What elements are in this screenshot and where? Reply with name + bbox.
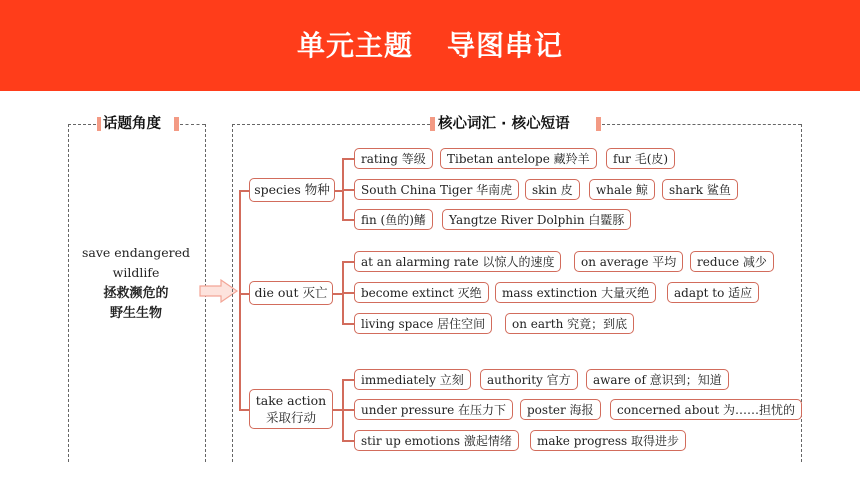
banner-title-right: 导图串记 xyxy=(447,29,564,62)
subtree-species-row2 xyxy=(342,189,354,191)
term-box: South China Tiger 华南虎 xyxy=(354,179,519,200)
subtree-take-action-row3 xyxy=(342,440,354,442)
subtree-species-row3 xyxy=(342,219,354,221)
term-box: rating 等级 xyxy=(354,148,433,169)
subtree-take-action-row1 xyxy=(342,379,354,381)
banner-title-left: 单元主题 xyxy=(296,29,413,62)
term-box: under pressure 在压力下 xyxy=(354,399,513,420)
tree-branch-species xyxy=(239,190,249,192)
term-box: mass extinction 大量灭绝 xyxy=(495,282,656,303)
term-box: make progress 取得进步 xyxy=(530,430,686,451)
term-box: become extinct 灭绝 xyxy=(354,282,489,303)
term-box: on average 平均 xyxy=(574,251,683,272)
term-box: whale 鲸 xyxy=(589,179,655,200)
tree-branch-die-out xyxy=(239,293,249,295)
term-box: skin 皮 xyxy=(525,179,580,200)
banner-title xyxy=(0,0,860,91)
category-species: species 物种 xyxy=(249,178,335,202)
term-box: stir up emotions 激起情绪 xyxy=(354,430,519,451)
topic-text-cn-1: 拯救濒危的 xyxy=(103,286,169,301)
topic-text-cn-2: 野生生物 xyxy=(109,306,162,321)
topic-header: 话题角度 xyxy=(101,113,163,135)
subtree-die-out-row3 xyxy=(342,323,354,325)
category-take-action-en: take action xyxy=(255,393,327,408)
vocab-header: 核心词汇 · 核心短语 xyxy=(436,113,572,135)
vocab-panel-top-right-border xyxy=(602,124,801,125)
subtree-die-out-row1 xyxy=(342,261,354,263)
vocab-panel-top-left-border xyxy=(232,124,430,125)
term-box: adapt to 适应 xyxy=(667,282,759,303)
term-box: concerned about 为……担忧的 xyxy=(610,399,802,420)
term-box: poster 海报 xyxy=(520,399,601,420)
tree-branch-take-action xyxy=(239,409,249,411)
vocab-panel-left-border xyxy=(232,124,233,462)
category-die-out: die out 灭亡 xyxy=(249,281,333,305)
term-box: immediately 立刻 xyxy=(354,369,471,390)
vocab-header-cap-left xyxy=(430,117,435,131)
term-box: aware of 意识到；知道 xyxy=(586,369,729,390)
topic-text-en-1: save endangered xyxy=(81,245,191,260)
term-box: reduce 减少 xyxy=(690,251,774,272)
term-box: fin (鱼的)鳍 xyxy=(354,209,433,230)
tree-trunk-line xyxy=(239,190,241,409)
term-box: on earth 究竟；到底 xyxy=(505,313,634,334)
vocab-header-cap-right xyxy=(596,117,601,131)
term-box: shark 鲨鱼 xyxy=(662,179,738,200)
topic-text-en-2: wildlife xyxy=(112,265,160,280)
term-box: Tibetan antelope 藏羚羊 xyxy=(440,148,597,169)
term-box: living space 居住空间 xyxy=(354,313,492,334)
right-arrow-icon xyxy=(199,278,239,304)
subtree-die-out-row2 xyxy=(342,292,354,294)
subtree-take-action-row2 xyxy=(342,409,354,411)
term-box: authority 官方 xyxy=(480,369,578,390)
category-take-action xyxy=(249,389,333,429)
term-box: fur 毛(皮) xyxy=(606,148,675,169)
topic-panel-top-right-border xyxy=(180,124,205,125)
topic-header-cap-right xyxy=(174,117,179,131)
topic-panel-top-left-border xyxy=(68,124,96,125)
subtree-species-row1 xyxy=(342,158,354,160)
category-take-action-cn: 采取行动 xyxy=(265,410,316,425)
term-box: Yangtze River Dolphin 白𬶨豚 xyxy=(442,209,631,230)
term-box: at an alarming rate 以惊人的速度 xyxy=(354,251,561,272)
